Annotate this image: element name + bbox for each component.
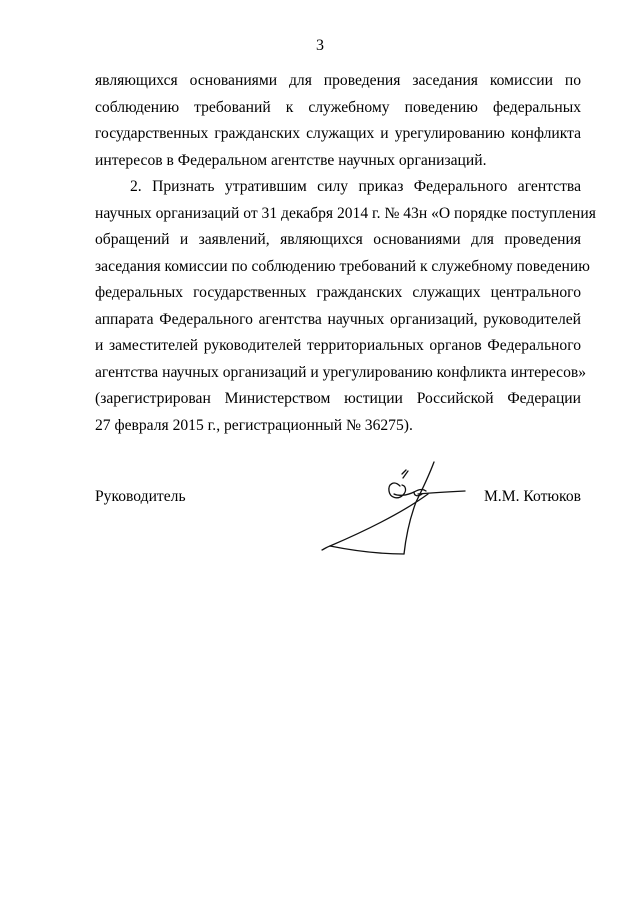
text-line: федеральных государственных гражданских служащих центрального xyxy=(95,284,581,301)
paragraph-2 xyxy=(95,174,596,439)
text-line: 2. Признать утратившим силу приказ Федерального агентства xyxy=(130,178,581,195)
signatory-title: Руководитель xyxy=(95,488,186,505)
text-line: научных организаций от 31 декабря 2014 г. № 43н «О порядке поступления xyxy=(95,204,596,222)
text-line: обращений и заявлений, являющихся основаниями для проведения xyxy=(95,231,581,248)
text-line: агентства научных организаций и урегулированию конфликта интересов» xyxy=(95,363,587,381)
signatory-name: М.М. Котюков xyxy=(483,488,581,505)
text-line: государственных гражданских служащих и урегулированию конфликта xyxy=(95,125,581,142)
text-line: (зарегистрирован Министерством юстиции Российской Федерации xyxy=(95,390,581,407)
page-number: 3 xyxy=(316,37,324,54)
handwritten-signature xyxy=(310,458,480,568)
text-line: 27 февраля 2015 г., регистрационный № 36275). xyxy=(95,416,413,434)
text-line: заседания комиссии по соблюдению требований к служебному поведению xyxy=(95,257,590,275)
text-line: и заместителей руководителей территориальных органов Федерального xyxy=(95,337,581,354)
paragraph-1 xyxy=(95,68,581,174)
text-line: являющихся основаниями для проведения заседания комиссии по xyxy=(95,72,581,89)
text-line: аппарата Федерального агентства научных организаций, руководителей xyxy=(95,310,581,328)
text-line: соблюдению требований к служебному поведению федеральных xyxy=(95,98,581,116)
text-line: интересов в Федеральном агентстве научных организаций. xyxy=(95,151,487,169)
document-body xyxy=(95,68,596,439)
